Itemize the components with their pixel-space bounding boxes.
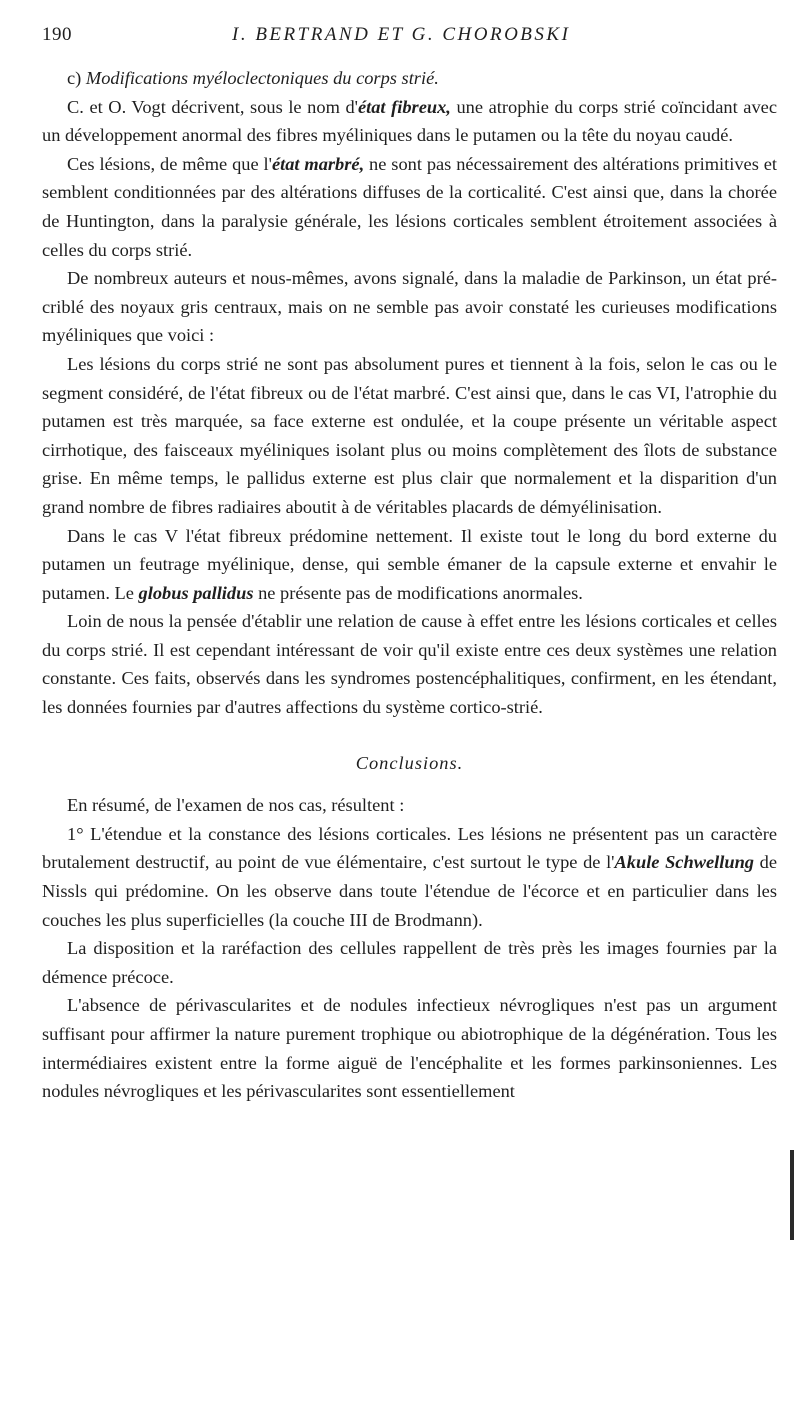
section-title: Modifications myéloclectoniques du corps strié. [85, 68, 439, 88]
paragraph-disposition: La disposition et la raréfaction des cellules rappellent de très près les images fournies par la démence précoce. [42, 938, 777, 987]
paragraph-lesions-corps-strie: Les lésions du corps strié ne sont pas absolument pures et tiennent à la fois, selon le cas ou le segment considéré, de l'état fibreux ou de l'état marbré. C'est ainsi que, dans le cas VI, l'atrophie du putamen est très marquée, sa face externe est ondulée, et la coupe présente un véritable aspect cirrhotique, des faisceaux myéliniques isolant plus ou moins complètement des îlots de substance grise. En même temps, le pallidus externe est plus clair que normalement et la disparition d'un grand nombre de fibres radiaires aboutit à de véritables placards de démyélinisation. [42, 353, 777, 517]
scan-edge-mark [790, 1150, 794, 1240]
emphasis-term: état marbré, [271, 153, 365, 174]
emphasis-term: Akule Schwellung [614, 852, 755, 873]
text-run: ne sont pas nécessairement des altérations primitives et semblent conditionnées par des altérations diffuses de la corticalité. C'est ainsi que, dans la chorée de Huntington, dans la paralysie générale, les lésions corticales semblent étroitement associées à celles du corps strié. [42, 153, 778, 260]
paragraph-cas-v [42, 522, 777, 608]
paragraph-relation-cause: Loin de nous la pensée d'établir une relation de cause à effet entre les lésions corticales et celles du corps strié. Il est cependant intéressant de voir qu'il existe entre ces deux systèmes une relation constante. Ces faits, observés dans les syndromes postencéphalitiques, confirment, en les étendant, les données fournies par d'autres affections du système cortico-strié. [42, 611, 777, 718]
text-run: ne présente pas de modifications anormales. [253, 582, 583, 603]
paragraph-etat-marbre [42, 150, 777, 264]
text-run: Ces lésions, de même que l' [67, 153, 272, 174]
running-head [42, 24, 777, 54]
paragraph-conclusion-item-1 [42, 820, 777, 934]
page [42, 24, 777, 1106]
running-head-authors: I. BERTRAND ET G. CHOROBSKI [232, 24, 571, 45]
paragraph-parkinson: De nombreux auteurs et nous-mêmes, avons signalé, dans la maladie de Parkinson, un état pré-criblé des noyaux gris centraux, mais on ne semble pas avoir constaté les curieuses modifications myéliniques que voici : [42, 268, 777, 346]
emphasis-term: globus pallidus [138, 582, 254, 603]
text-run: une atrophie du corps strié coïncidant avec un développement anormal des fibres myéliniques dans le putamen ou la tête du noyau caudé. [42, 96, 777, 146]
body-text [42, 64, 777, 1106]
section-prefix: c) [67, 68, 86, 88]
emphasis-term: état fibreux, [357, 96, 451, 117]
text-run: Dans le cas V l'état fibreux prédomine nettement. Il existe tout le long du bord externe du putamen un feutrage myélinique, dense, qui semble émaner de la capsule externe et envahir le putamen. Le [42, 525, 777, 603]
section-heading [42, 64, 777, 93]
paragraph-conclusions-intro: En résumé, de l'examen de nos cas, résultent : [67, 795, 405, 816]
conclusions-heading: Conclusions. [355, 752, 464, 773]
page-number: 190 [42, 24, 72, 45]
paragraph-absence: L'absence de périvascularites et de nodules infectieux névrogliques n'est pas un argument suffisant pour affirmer la nature purement trophique ou abiotrophique de la dégénération. Tous les intermédiaires existent entre la forme aiguë de l'encéphalite et les formes parkinsoniennes. Les nodules névrogliques et les périvascularites sont essentiellement [42, 995, 777, 1102]
text-run: C. et O. Vogt décrivent, sous le nom d' [67, 96, 358, 117]
text-run: 1° L'étendue et la constance des lésions corticales. Les lésions ne présentent pas un caractère brutalement destructif, au point de vue élémentaire, c'est surtout le type de l' [42, 823, 777, 873]
text-run: de Nissls qui prédomine. On les observe dans toute l'étendue de l'écorce et en particulier dans les couches les plus superficielles (la couche III de Brodmann). [42, 852, 777, 930]
paragraph-etat-fibreux [42, 93, 777, 150]
